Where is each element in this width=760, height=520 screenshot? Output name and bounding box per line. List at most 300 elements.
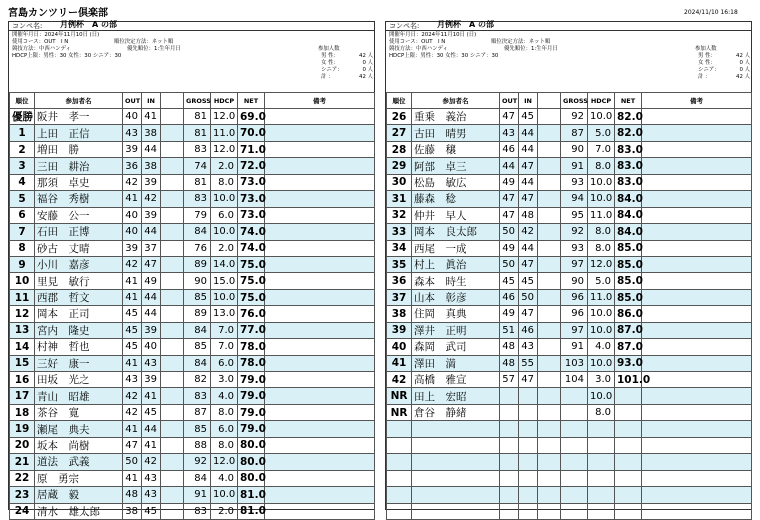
in-cell: 45 [519,273,538,289]
hdcp-cell: 3.0 [211,372,238,388]
note-cell [642,339,752,355]
out-cell: 47 [500,109,519,125]
rank-cell: 30 [387,174,412,190]
gross-cell: 88 [184,437,211,453]
out-cell: 41 [123,355,142,371]
note-cell [642,421,752,437]
blank-cell [538,355,561,371]
out-cell: 48 [500,339,519,355]
out-cell: 51 [500,322,519,338]
net-cell [615,454,642,470]
in-cell: 42 [519,224,538,240]
net-cell: 83.0 [615,174,642,190]
net-cell: 82.0 [615,125,642,141]
table-row [387,207,752,223]
out-cell: 43 [123,372,142,388]
rank-cell: 24 [10,503,35,519]
name-cell: 宮内 隆史 [35,322,123,338]
in-cell [519,503,538,519]
hdcp-cell: 12.0 [588,256,615,272]
stat-female [321,60,373,67]
note-cell [642,355,752,371]
rank-cell: 11 [10,289,35,305]
rank-cell: 34 [387,240,412,256]
rank-cell: 40 [387,339,412,355]
in-cell: 37 [142,240,161,256]
hdcp-cell: 10.0 [588,191,615,207]
col-blank [161,93,184,109]
results-table [9,92,375,520]
table-row [387,470,752,486]
in-cell: 45 [519,109,538,125]
blank-cell [161,355,184,371]
name-cell: 高橋 雅宣 [412,372,500,388]
name-cell: 森本 時生 [412,273,500,289]
hdcp-cell [588,454,615,470]
gross-cell: 97 [561,256,588,272]
gross-cell: 92 [561,109,588,125]
hdcp-cell: 8.0 [211,174,238,190]
note-cell [265,388,375,404]
net-cell: 80.0 [238,470,265,486]
gross-cell: 91 [561,339,588,355]
competition-name-row [386,22,751,31]
net-cell: 75.0 [238,289,265,305]
blank-cell [161,372,184,388]
hdcp-cell: 7.0 [211,322,238,338]
gross-cell: 103 [561,355,588,371]
note-cell [642,322,752,338]
col-out: OUT [500,93,519,109]
net-cell [615,503,642,519]
blank-cell [161,322,184,338]
hdcp-cell: 6.0 [211,421,238,437]
hdcp-cell: 11.0 [588,207,615,223]
in-cell: 43 [142,470,161,486]
name-cell: 藤森 稔 [412,191,500,207]
blank-cell [538,224,561,240]
out-cell: 45 [123,322,142,338]
out-cell: 46 [500,141,519,157]
priority-order: 優先順位：1:生年月日 [127,46,181,52]
in-cell [519,404,538,420]
note-cell [265,372,375,388]
name-cell: 原 勇宗 [35,470,123,486]
name-cell: 田上 宏昭 [412,388,500,404]
competition-name: 月例杯 A の部 [437,20,494,29]
rank-cell: 15 [10,355,35,371]
name-cell: 里見 敏行 [35,273,123,289]
table-row [387,487,752,503]
net-cell: 84.0 [615,207,642,223]
note-cell [265,421,375,437]
participants-title: 参加人数 [318,46,340,52]
rank-cell: 33 [387,224,412,240]
table-row [387,437,752,453]
gross-cell [561,388,588,404]
net-cell: 101.0 [615,372,642,388]
name-cell [412,487,500,503]
gross-cell: 97 [561,322,588,338]
name-cell [412,421,500,437]
in-cell: 45 [142,404,161,420]
rank-cell: 2 [10,141,35,157]
name-cell: 倉谷 静緒 [412,404,500,420]
in-cell: 55 [519,355,538,371]
blank-cell [538,421,561,437]
note-cell [642,388,752,404]
hdcp-cell: 2.0 [211,240,238,256]
net-cell: 73.0 [238,174,265,190]
note-cell [265,224,375,240]
table-row [387,256,752,272]
note-cell [642,503,752,519]
blank-cell [161,470,184,486]
name-cell: 佐藤 穣 [412,141,500,157]
blank-cell [161,158,184,174]
in-cell [519,470,538,486]
net-cell: 73.0 [238,191,265,207]
stat-senior [698,67,750,74]
in-cell: 44 [519,174,538,190]
in-cell: 41 [142,109,161,125]
name-cell: 西郡 哲文 [35,289,123,305]
rank-cell: 23 [10,487,35,503]
stat-senior [321,67,373,74]
name-cell [412,454,500,470]
out-cell: 50 [500,224,519,240]
hdcp-cell: 8.0 [588,404,615,420]
gross-cell: 93 [561,240,588,256]
in-cell: 47 [519,191,538,207]
note-cell [642,224,752,240]
rank-cell: 31 [387,191,412,207]
blank-cell [161,388,184,404]
table-row [10,125,375,141]
out-cell: 40 [123,207,142,223]
col-hdcp: HDCP [211,93,238,109]
hdcp-cell: 10.0 [588,388,615,404]
note-cell [642,273,752,289]
in-cell: 39 [142,322,161,338]
out-cell: 41 [123,289,142,305]
net-cell: 73.0 [238,207,265,223]
rank-cell: 36 [387,273,412,289]
blank-cell [538,404,561,420]
name-cell: 澤井 正明 [412,322,500,338]
table-row [10,289,375,305]
rank-cell: NR [387,388,412,404]
blank-cell [538,174,561,190]
blank-cell [161,125,184,141]
hdcp-cell: 10.0 [588,355,615,371]
results-table [386,92,752,520]
table-row [10,437,375,453]
table-row [387,174,752,190]
table-row [10,273,375,289]
in-cell: 42 [142,191,161,207]
gross-cell: 84 [184,355,211,371]
gross-cell: 89 [184,256,211,272]
hdcp-cell: 8.0 [588,224,615,240]
out-cell: 48 [500,355,519,371]
col-out: OUT [123,93,142,109]
out-cell: 42 [123,404,142,420]
gross-cell [561,421,588,437]
gross-cell [561,470,588,486]
table-row [10,158,375,174]
hdcp-cell: 13.0 [211,306,238,322]
blank-cell [161,207,184,223]
stat-senior-label: シニア： [698,67,720,73]
table-row [387,454,752,470]
in-cell: 48 [519,207,538,223]
note-cell [265,404,375,420]
scoring-method: 競技方法：中西ハンディ [389,46,448,52]
rank-cell: 22 [10,470,35,486]
name-cell: 三好 康一 [35,355,123,371]
col-name: 参加者名 [412,93,500,109]
name-cell: 石田 正博 [35,224,123,240]
name-cell: 小川 嘉彦 [35,256,123,272]
out-cell: 50 [500,256,519,272]
name-cell [412,470,500,486]
rank-cell: 18 [10,404,35,420]
note-cell [265,454,375,470]
blank-cell [161,240,184,256]
hdcp-cell: 6.0 [211,355,238,371]
name-cell: 茶谷 寛 [35,404,123,420]
table-header-row [10,93,375,109]
note-cell [265,306,375,322]
net-cell: 81.0 [238,487,265,503]
net-cell: 71.0 [238,141,265,157]
print-timestamp: 2024/11/10 16:18 [684,9,738,16]
gross-cell: 90 [561,141,588,157]
gross-cell [561,487,588,503]
note-cell [642,141,752,157]
net-cell: 76.0 [238,306,265,322]
table-row [10,388,375,404]
gross-cell: 84 [184,224,211,240]
note-cell [642,109,752,125]
stat-total-label: 計 ： [321,74,334,80]
hdcp-cell: 15.0 [211,273,238,289]
out-cell: 44 [500,158,519,174]
col-gross: GROSS [184,93,211,109]
in-cell: 44 [142,224,161,240]
event-date: 開催年月日：2024年11月10日 (日) [12,32,100,38]
rank-cell: 41 [387,355,412,371]
in-cell: 49 [142,273,161,289]
net-cell: 84.0 [615,224,642,240]
note-cell [642,306,752,322]
name-cell: 古田 晴男 [412,125,500,141]
table-row [387,421,752,437]
gross-cell: 87 [561,125,588,141]
competition-label: コンペ名: [389,22,420,30]
in-cell: 38 [142,125,161,141]
col-note: 備考 [265,93,375,109]
name-cell: 岡本 良太郎 [412,224,500,240]
out-cell: 45 [123,339,142,355]
hdcp-cell: 7.0 [588,141,615,157]
table-row [10,240,375,256]
table-row [387,125,752,141]
out-cell [500,470,519,486]
out-cell: 47 [123,437,142,453]
stat-total-value: 42 人 [359,74,373,80]
out-cell [500,437,519,453]
net-cell [615,421,642,437]
in-cell: 44 [519,141,538,157]
out-cell: 49 [500,240,519,256]
note-cell [642,125,752,141]
stat-senior-value: 0 人 [362,67,373,73]
note-cell [642,240,752,256]
name-cell: 坂本 尚樹 [35,437,123,453]
table-row [387,355,752,371]
note-cell [265,487,375,503]
blank-cell [538,388,561,404]
gross-cell: 83 [184,388,211,404]
net-cell: 74.0 [238,240,265,256]
gross-cell: 84 [184,470,211,486]
gross-cell: 96 [561,289,588,305]
col-note: 備考 [642,93,752,109]
note-cell [265,174,375,190]
col-hdcp: HDCP [588,93,615,109]
net-cell: 79.0 [238,421,265,437]
blank-cell [538,437,561,453]
gross-cell: 82 [184,372,211,388]
participants-title: 参加人数 [695,46,717,52]
hdcp-cell: 10.0 [588,322,615,338]
table-row [387,191,752,207]
rank-cell: 39 [387,322,412,338]
blank-cell [161,256,184,272]
out-cell [500,487,519,503]
rank-cell [387,421,412,437]
out-cell: 57 [500,372,519,388]
blank-cell [538,487,561,503]
rank-cell: 27 [387,125,412,141]
out-cell: 42 [123,388,142,404]
table-row [10,191,375,207]
note-cell [265,355,375,371]
note-cell [642,207,752,223]
table-row [10,339,375,355]
gross-cell [561,404,588,420]
blank-cell [538,191,561,207]
note-cell [265,289,375,305]
name-cell: 増田 勝 [35,141,123,157]
course-used: 使用コース：OUT I N [12,39,69,45]
rank-method: 順位決定方法：ネット順 [491,39,551,45]
note-cell [265,273,375,289]
rank-cell: 優勝 [10,109,35,125]
competition-name: 月例杯 A の部 [60,20,117,29]
blank-cell [161,339,184,355]
hdcp-cell [588,437,615,453]
hdcp-cell: 4.0 [588,339,615,355]
in-cell [519,421,538,437]
gross-cell: 104 [561,372,588,388]
net-cell: 87.0 [615,322,642,338]
out-cell: 49 [500,174,519,190]
table-row [387,141,752,157]
in-cell: 47 [519,306,538,322]
name-cell: 瀬尾 典夫 [35,421,123,437]
table-row [387,289,752,305]
gross-cell: 90 [184,273,211,289]
gross-cell: 74 [184,158,211,174]
rank-cell: 29 [387,158,412,174]
stat-female-value: 0 人 [739,60,750,66]
net-cell: 79.0 [238,372,265,388]
gross-cell: 89 [184,306,211,322]
in-cell: 39 [142,372,161,388]
rank-cell: 7 [10,224,35,240]
rank-cell: 14 [10,339,35,355]
gross-cell: 81 [184,174,211,190]
in-cell [519,388,538,404]
out-cell: 39 [123,141,142,157]
hdcp-cell: 4.0 [211,388,238,404]
blank-cell [538,273,561,289]
net-cell: 80.0 [238,437,265,453]
note-cell [642,174,752,190]
net-cell [615,470,642,486]
in-cell: 50 [519,289,538,305]
rank-cell [387,470,412,486]
net-cell: 78.0 [238,355,265,371]
rank-cell: 32 [387,207,412,223]
net-cell: 87.0 [615,339,642,355]
blank-cell [161,191,184,207]
rank-cell: 4 [10,174,35,190]
net-cell [615,437,642,453]
table-row [387,240,752,256]
out-cell [500,503,519,519]
blank-cell [538,306,561,322]
blank-cell [538,240,561,256]
out-cell: 41 [123,421,142,437]
competition-name-row [9,22,374,31]
out-cell: 40 [123,109,142,125]
hdcp-cell: 10.0 [211,289,238,305]
in-cell: 43 [519,339,538,355]
stat-female-label: 女 性： [321,60,339,66]
name-cell [412,503,500,519]
note-cell [265,503,375,519]
blank-cell [538,322,561,338]
hdcp-cell: 10.0 [211,224,238,240]
rank-cell: NR [387,404,412,420]
gross-cell [561,454,588,470]
table-row [10,503,375,519]
hdcp-cell [588,503,615,519]
gross-cell: 83 [184,141,211,157]
in-cell: 44 [142,306,161,322]
note-cell [265,339,375,355]
out-cell: 45 [123,306,142,322]
net-cell: 80.0 [238,454,265,470]
table-row [10,109,375,125]
hdcp-cell: 5.0 [588,125,615,141]
net-cell: 70.0 [238,125,265,141]
name-cell: 上田 正信 [35,125,123,141]
